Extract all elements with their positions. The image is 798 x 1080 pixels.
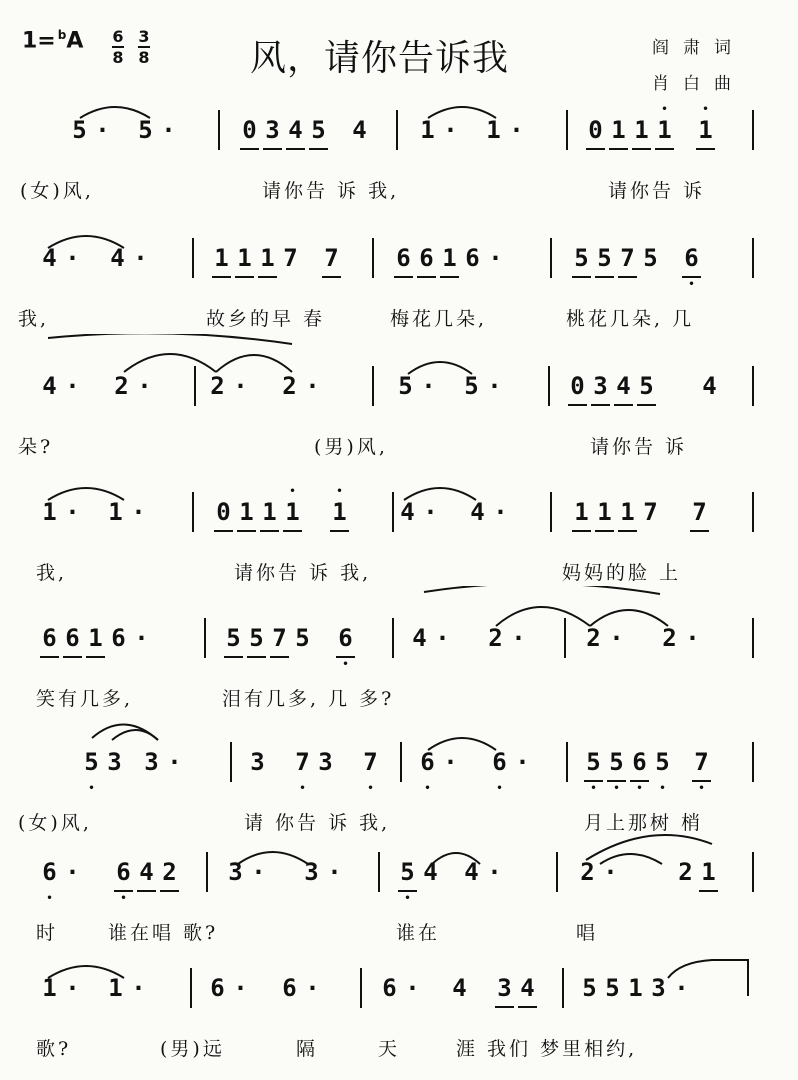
measure: 1 · 1 · <box>42 498 146 526</box>
lyric: 泪有几多, 几 多? <box>222 688 395 710</box>
barline <box>392 618 394 658</box>
meter2-numerator: 3 <box>138 27 150 46</box>
measure: 6 · 4 3 4 <box>378 974 539 1014</box>
barline <box>372 238 374 278</box>
time-signature-1 <box>112 28 124 66</box>
barline <box>192 492 194 532</box>
lyric: 时 <box>36 922 59 944</box>
lyric: (男)远 <box>160 1038 225 1060</box>
measure: 5 5 7 5 6 • <box>570 244 703 284</box>
time-signature-2 <box>138 28 150 66</box>
meter2-denominator: 8 <box>138 48 150 67</box>
lyric: 月上那树 梢 <box>584 812 704 834</box>
measure: 4 · 2 · <box>42 372 152 400</box>
song-title: 风，请你告诉我 <box>250 38 510 79</box>
lyric: 梅花几朵, <box>390 308 488 330</box>
lyric: 涯 我们 梦里相约, <box>456 1038 638 1060</box>
measure: 6 6 1 6 · <box>38 624 153 664</box>
measure: 0 3 4 5 4 <box>566 372 721 412</box>
measure: 5 • 5 • 6 • 5 • 7 • <box>582 748 713 788</box>
lyric: 歌? <box>36 1038 72 1060</box>
barline <box>564 618 566 658</box>
lyric: 请你告 诉 我, <box>262 180 400 202</box>
measure: 5 5 7 5 6 • <box>222 624 357 664</box>
lyric: 请 你告 诉 我, <box>244 812 391 834</box>
barline <box>752 852 754 892</box>
meter1-numerator: 6 <box>112 27 124 46</box>
measure: 3 7 • 3 7 • <box>250 748 378 794</box>
key-signature <box>22 28 83 53</box>
barline <box>392 492 394 532</box>
measure: 5 5 1 3 · <box>582 974 689 1002</box>
score-row-4 <box>0 460 798 588</box>
barline <box>566 110 568 150</box>
measure: 0 1 1 • 1 • 1 <box>212 498 351 538</box>
barline <box>566 742 568 782</box>
lyric: 请你告 诉 我, <box>234 562 372 584</box>
lyric: 天 <box>378 1038 401 1060</box>
measure: 4 · 4 · <box>400 498 508 526</box>
barline <box>752 492 754 532</box>
measure: 2 · 2 1 <box>576 858 720 898</box>
barline <box>550 238 552 278</box>
lyric: 谁在 <box>396 922 441 944</box>
lyric: 笑有几多, <box>36 688 134 710</box>
lyric: 请你告 诉 <box>590 436 688 458</box>
barline <box>206 852 208 892</box>
barline <box>194 366 196 406</box>
barline <box>752 110 754 150</box>
lyric: 请你告 诉 <box>608 180 706 202</box>
measure: 0 1 1 • 1 • 1 <box>584 116 717 156</box>
barline <box>192 238 194 278</box>
measure: 5 • 4 4 · <box>396 858 506 898</box>
composer: 肖白曲 <box>652 74 745 94</box>
key-prefix: 1= <box>22 28 56 54</box>
lyric: 谁在唱 歌? <box>108 922 219 944</box>
lyric: (女)风, <box>18 812 92 834</box>
lyric: 唱 <box>576 922 599 944</box>
barline <box>204 618 206 658</box>
measure: 1 · 1 · <box>420 116 524 144</box>
barline <box>372 366 374 406</box>
score-row-3 <box>0 334 798 462</box>
measure: 1 · 1 · <box>42 974 146 1002</box>
measure: 6 · 6 · <box>210 974 320 1002</box>
measure: 6 6 1 6 · <box>392 244 507 284</box>
measure: 2 · 2 · <box>210 372 320 400</box>
barline <box>752 238 754 278</box>
key-letter: A <box>66 28 84 54</box>
lyric: 妈妈的脸 上 <box>562 562 682 584</box>
measure: 4 · 4 · <box>42 244 148 272</box>
barline <box>360 968 362 1008</box>
lyric: 桃花几朵, 几 <box>566 308 695 330</box>
barline <box>378 852 380 892</box>
lyric: (男)风, <box>314 436 388 458</box>
flat-sign: b <box>57 28 67 42</box>
score-row-8 <box>0 936 798 1064</box>
time-signatures <box>112 28 150 66</box>
lyric: (女)风, <box>20 180 94 202</box>
score-row-7 <box>0 820 798 948</box>
lyric: 隔 <box>296 1038 319 1060</box>
measure: 0 3 4 5 4 <box>238 116 371 156</box>
measure: 5 · 5 · <box>72 116 176 144</box>
barline <box>400 742 402 782</box>
barline <box>396 110 398 150</box>
measure: 4 · 2 · <box>412 624 526 652</box>
barline <box>562 968 564 1008</box>
barline <box>218 110 220 150</box>
barline <box>548 366 550 406</box>
measure: 6 • · 6 • 4 2 <box>38 858 181 898</box>
measure: 5 • 3 3 · <box>84 748 182 794</box>
barline <box>550 492 552 532</box>
measure: 6 • · 6 • · <box>420 748 530 794</box>
lyricist: 阎肃词 <box>652 38 745 58</box>
measure: 1 1 1 7 7 <box>570 498 711 538</box>
barline <box>556 852 558 892</box>
measure: 3 · 3 · <box>228 858 342 886</box>
lyric: 我, <box>18 308 50 330</box>
barline <box>752 618 754 658</box>
score-row-1 <box>0 78 798 206</box>
score-row-6 <box>0 710 798 838</box>
lyric: 我, <box>36 562 68 584</box>
measure: 1 1 1 7 7 <box>210 244 343 284</box>
measure: 5 · 5 · <box>398 372 502 400</box>
lyric: 故乡的早 春 <box>206 308 326 330</box>
barline <box>752 742 754 782</box>
score-row-2 <box>0 206 798 334</box>
barline <box>752 366 754 406</box>
barline <box>230 742 232 782</box>
barline <box>190 968 192 1008</box>
lyric: 朵? <box>18 436 54 458</box>
meter1-denominator: 8 <box>112 48 124 67</box>
score-row-5 <box>0 586 798 714</box>
measure: 2 · 2 · <box>586 624 700 652</box>
